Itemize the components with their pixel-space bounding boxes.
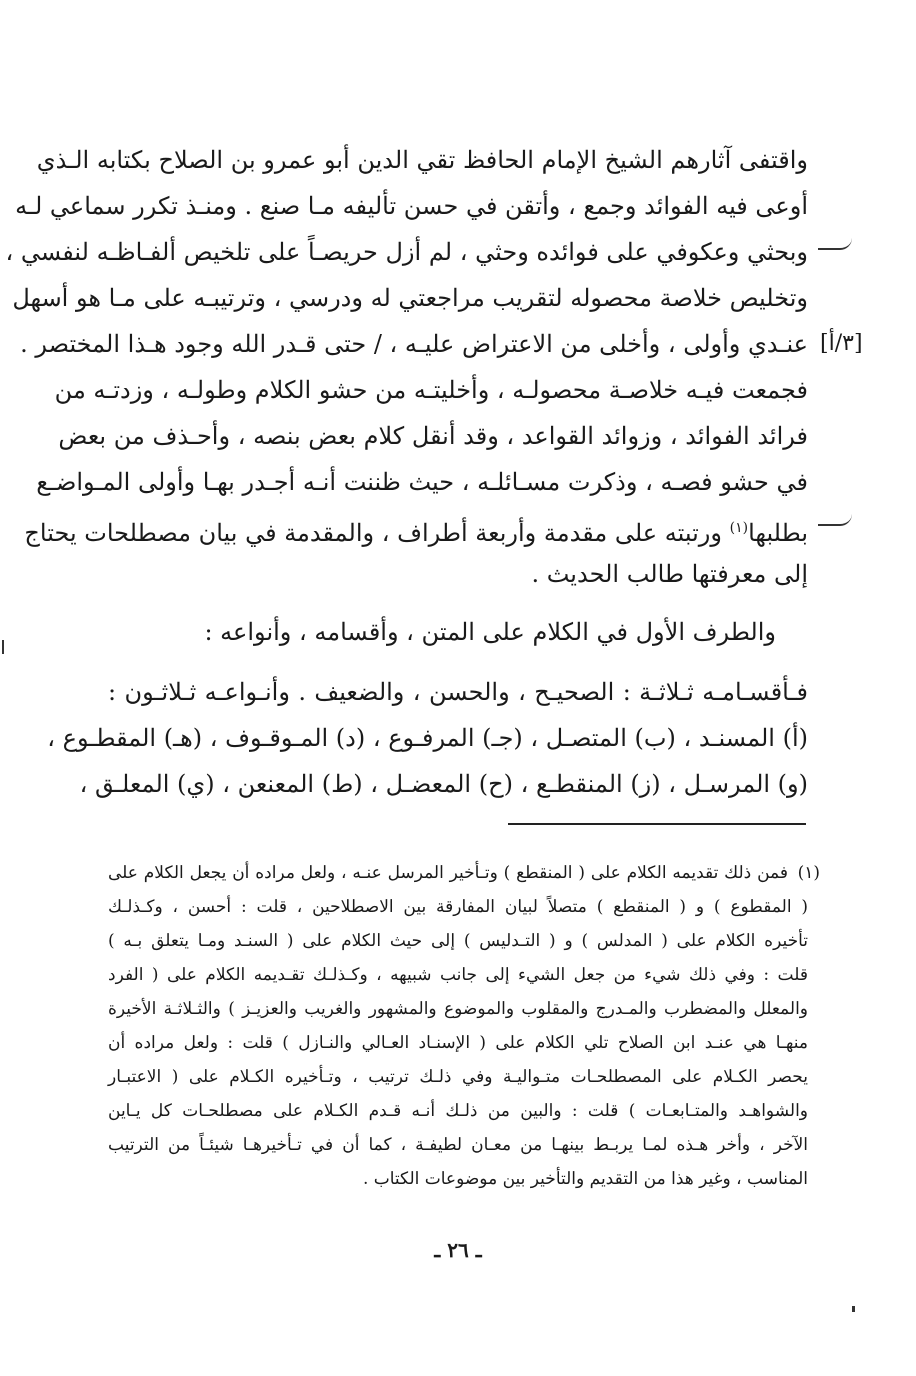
text-line-5: عنـدي وأولى ، وأخلى من الاعتراض عليـه ، / حتى قـدر الله وجود هـذا المختصر . [20, 330, 808, 358]
footnote-line-7: يحصر الكـلام على المصطلحـات متـواليـة وفي ذلـك ترتيب ، وتـأخيره الكـلام على ( الاعتبـار [108, 1067, 808, 1087]
footnote-separator [508, 823, 806, 825]
division-line-3: (و) المرسـل ، (ز) المنقطـع ، (ح) المعضـل ، (ط) المعنعن ، (ي) المعلـق ، [79, 770, 808, 798]
footnote-line-5: والمعلل والمضطرب والمـدرج والمقلوب والموضوع والمشهور والغريب والعزيـز ) والثـلاثـة الأخيرة [108, 999, 808, 1019]
text-line-8: في حشو فصـه ، وذكرت مسـائلـه ، حيث ظننت أنـه أجـدر بهـا وأولى المـواضـع [36, 468, 808, 496]
footnote-line-8: والشواهـد والمتـابعـات ) قلت : والبين من ذلـك أنـه قـدم الكـلام على مصطلحـات كل يـاين [108, 1101, 808, 1121]
text-line-2: أوعى فيه الفوائد وجمع ، وأتقن في حسن تأليفه مـا صنع . ومنـذ تكرر سماعي لـه [15, 192, 808, 220]
text-line-9 [24, 506, 808, 555]
text-line-3: وبحثي وعكوفي على فوائده وحثي ، لم أزل حريصـاً على تلخيص ألفـاظـه لنفسي ، [5, 238, 808, 266]
section-heading: والطرف الأول في الكلام على المتن ، وأقسامه ، وأنواعه : [204, 618, 776, 646]
text-line-10: إلى معرفتها طالب الحديث . [531, 560, 808, 588]
text-line-6: فجمعت فيـه خلاصـة محصولـه ، وأخليتـه من حشو الكلام وطولـه ، وزدتـه من [54, 376, 808, 404]
division-line-2: (أ) المسنـد ، (ب) المتصـل ، (جـ) المرفـوع ، (د) المـوقـوف ، (هـ) المقطـوع ، [47, 724, 808, 752]
footnote-line-9: الآخر ، وأخر هـذه لمـا يربـط بينهـا من معـان لطيفـة ، كما أن في تـأخيرهـا شيئـاً من الترتيب [108, 1135, 808, 1155]
footnote-ref-marker: (١) [729, 520, 749, 536]
text-line-9-rest: ورتبته على مقدمة وأربعة أطراف ، والمقدمة في بيان مصطلحات يحتاج [24, 519, 722, 547]
scan-speck [852, 1306, 855, 1312]
footnote-line-2: ( المقطوع ) و ( المنقطع ) متصلاً لبيان المفارقة بين الاصطلاحين ، قلت : أحسن ، وكـذلـك [108, 897, 808, 917]
footnote-line-10: المناسب ، وغير هذا من التقديم والتأخير بين موضوعات الكتاب . [362, 1169, 808, 1189]
margin-line-mark [818, 238, 852, 250]
margin-line-mark-2 [818, 514, 852, 526]
footnote-number: (١) [797, 863, 820, 883]
footnote-line-4: قلت : وفي ذلك شيء من جعل الشيء إلى جانب شبيهه ، وكـذلـك تقـديمه الكلام على ( الفرد [108, 965, 808, 985]
text-line-4: وتخليص خلاصة محصوله لتقريب مراجعتي له ودرسي ، وترتيبـه على مـا هو أسهل [12, 284, 808, 312]
page-number: ـ ٢٦ ـ [434, 1238, 482, 1262]
division-line-1: فـأقسـامـه ثـلاثـة : الصحيـح ، والحسن ، والضعيف . وأنـواعـه ثـلاثـون : [108, 678, 808, 706]
footnote-line-1: فمن ذلك تقديمه الكلام على ( المنقطع ) وتـأخير المرسل عنـه ، ولعل مراده أن يجعل الكلام على [108, 863, 788, 883]
folio-marker: [٣/أ] [820, 331, 863, 356]
footnote-ref-word: بطلبها [748, 519, 808, 547]
text-line-1: واقتفى آثارهم الشيخ الإمام الحافظ تقي الدين أبو عمرو بن الصلاح بكتابه الـذي [36, 146, 808, 174]
scan-speck-edge [2, 640, 4, 654]
footnote-line-6: منهـا هي عنـد ابن الصلاح تلي الكلام على ( الإسنـاد العـالي والنـازل ) قلت : ولعل مراده أن [108, 1033, 808, 1053]
footnote-line-3: تأخيره الكلام على ( المدلس ) و ( التـدليس ) إلى حيث الكلام على ( السنـد ومـا يتعلق بـه ) [108, 931, 808, 951]
text-line-7: فرائد الفوائد ، وزوائد القواعد ، وقد أنقل كلام بعض بنصه ، وأحـذف من بعض [58, 422, 808, 450]
